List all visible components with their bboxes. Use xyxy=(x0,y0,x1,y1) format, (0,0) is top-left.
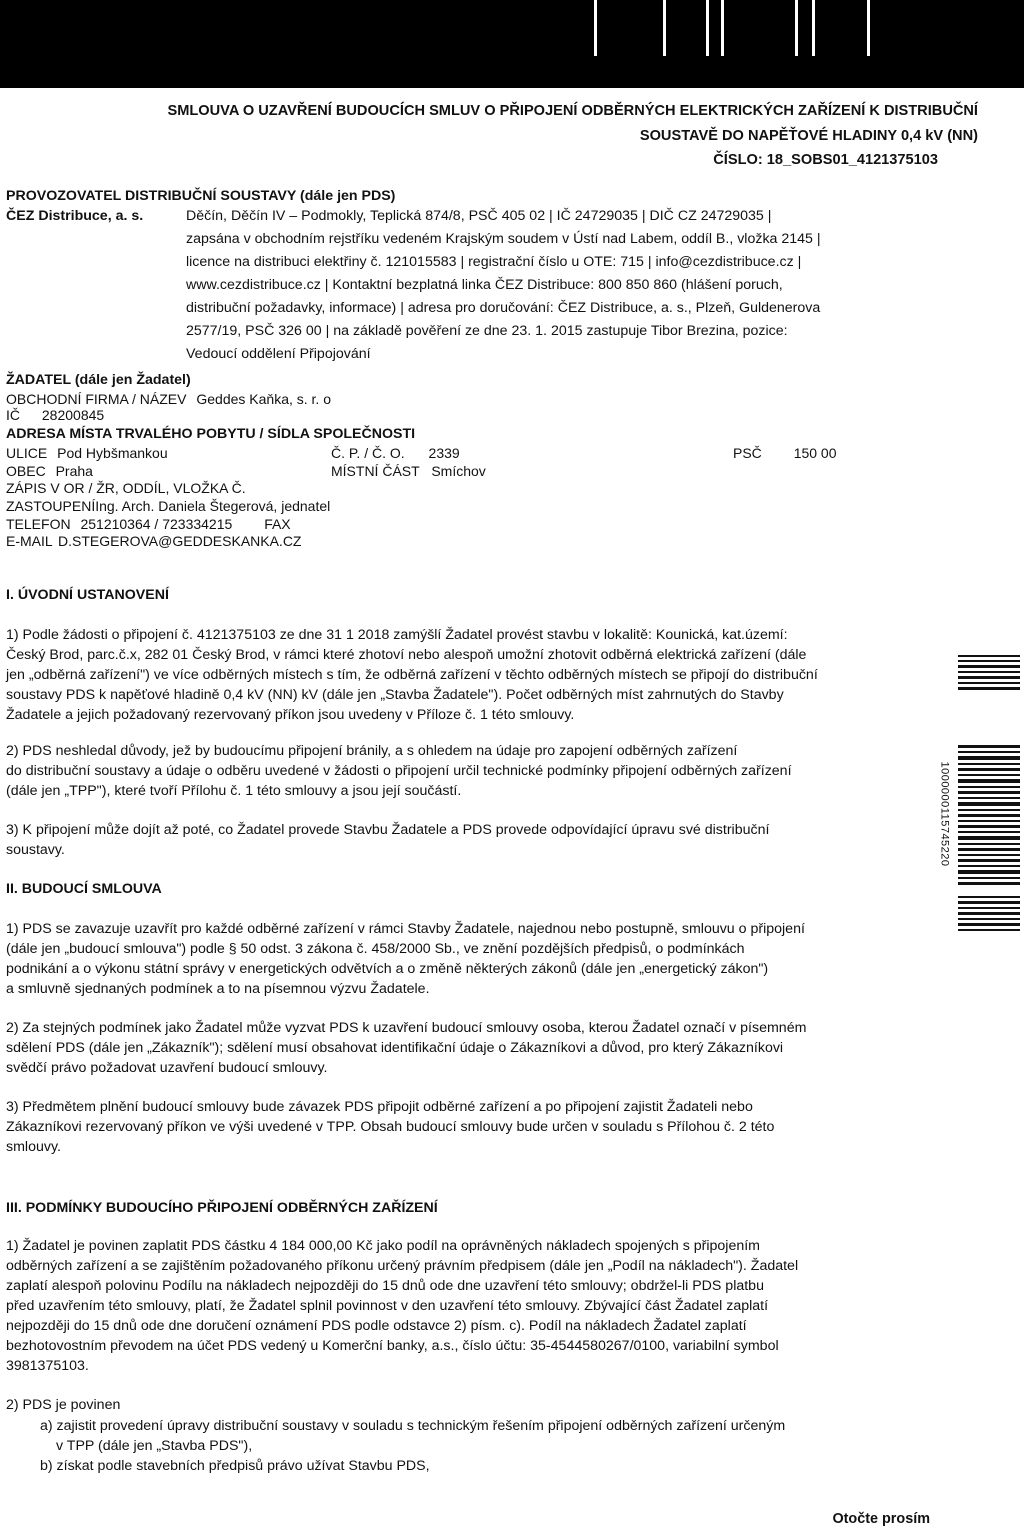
district-value: Smíchov xyxy=(431,463,486,479)
email-value: D.STEGEROVA@GEDDESKANKA.CZ xyxy=(58,533,302,549)
text-line: zaplatí alespoň polovinu Podílu na nákladech nejpozději do 15 dnů ode dne uzavření této smlouvy; obdržel-li PDS platbu xyxy=(6,1278,764,1294)
rep-value: Ing. Arch. Daniela Štegerová, jednatel xyxy=(95,498,331,514)
text-line: a smluvně sjednaných podmínek a to na písemnou výzvu Žadatele. xyxy=(6,981,430,997)
section-3-paragraph-2-intro: 2) PDS je povinen xyxy=(6,1397,121,1413)
street-row xyxy=(6,444,168,463)
title-line-1: SMLOUVA O UZAVŘENÍ BUDOUCÍCH SMLUV O PŘIPOJENÍ ODBĚRNÝCH ELEKTRICKÝCH ZAŘÍZENÍ K DISTRIBUČNÍ xyxy=(167,103,978,119)
text-line: bezhotovostním převodem na účet PDS vedený u Komerční banky, a.s., číslo účtu: 35-4544580267/0100, variabilní symbol xyxy=(6,1338,779,1354)
text-line: podnikání a o výkonu státní správy v energetických odvětvích a o změně některých zákonů (dále jen „energetický zákon") xyxy=(6,961,769,977)
text-line: před uzavřením této smlouvy, platí, že Žadatel splnil povinnost v den uzavření této smlouvy. Zbývající část Žadatel zaplatí xyxy=(6,1298,769,1314)
text-line: Žadatele a jejich požadovaný rezervovaný příkon jsou uvedeny v Příloze č. 1 této smlouvy. xyxy=(6,707,575,723)
text-line: smlouvy. xyxy=(6,1139,61,1155)
section-2-heading: II. BUDOUCÍ SMLOUVA xyxy=(6,881,162,897)
text-line: odběrných zařízení a se zajištěním požadovaného příkonu určený právním předpisem (dále jen „Podíl na nákladech"). Žadatel xyxy=(6,1258,799,1274)
phone-label: TELEFON xyxy=(6,516,71,532)
scan-mark xyxy=(812,0,815,56)
street-label: ULICE xyxy=(6,445,48,461)
operator-name: ČEZ Distribuce, a. s. xyxy=(6,208,144,224)
text-line: Český Brod, parc.č.x, 282 01 Český Brod, v rámci které zhotoví nebo alespoň umožní zhotovit odběrná elektrická zařízení (dále xyxy=(6,647,807,663)
title-line-3: ČÍSLO: 18_SOBS01_4121375103 xyxy=(713,152,938,168)
email-label: E-MAIL xyxy=(6,533,53,549)
operator-line: 2577/19, PSČ 326 00 | na základě pověření ze dne 23. 1. 2015 zastupuje Tibor Brezina, pozice: xyxy=(186,323,788,339)
city-label: OBEC xyxy=(6,463,46,479)
title-line-2: SOUSTAVĚ DO NAPĚŤOVÉ HLADINY 0,4 kV (NN) xyxy=(639,128,978,144)
text-line: (dále jen „budoucí smlouva") podle § 50 odst. 3 zákona č. 458/2000 Sb., ve znění pozdějších předpisů, o podmínkách xyxy=(6,941,745,957)
barcode-number-text: 1000000115745220 xyxy=(938,761,951,867)
text-line: sdělení PDS (dále jen „Zákazník"); sdělení musí obsahovat identifikační údaje o Zákazníkovi a důvod, pro který Zákazníkovi xyxy=(6,1040,784,1056)
text-line: nejpozději do 15 dnů ode dne doručení oznámení PDS podle odstavce 2) písm. c). Podíl na nákladech Žadatel zaplatí xyxy=(6,1318,747,1334)
text-line: a) zajistit provedení úpravy distribuční soustavy v souladu s technickým řešením připojení odběrných zařízení určeným xyxy=(40,1418,786,1434)
psc-row xyxy=(733,444,837,463)
cp-value: 2339 xyxy=(428,445,460,461)
text-line: 1) Žadatel je povinen zaplatit PDS částku 4 184 000,00 Kč jako podíl na oprávněných nákladech spojených s připojením xyxy=(6,1238,760,1254)
applicant-heading: ŽADATEL (dále jen Žadatel) xyxy=(6,372,191,388)
text-line: v TPP (dále jen „Stavba PDS"), xyxy=(56,1438,253,1454)
fax-label: FAX xyxy=(264,516,291,532)
operator-line: Děčín, Děčín IV – Podmokly, Teplická 874/8, PSČ 405 02 | IČ 24729035 | DIČ CZ 24729035 | xyxy=(186,208,772,224)
operator-heading: PROVOZOVATEL DISTRIBUČNÍ SOUSTAVY (dále jen PDS) xyxy=(6,188,396,204)
text-line: soustavy PDS k napěťové hladině 0,4 kV (NN) kV (dále jen „Stavba Žadatele"). Počet odběrných míst zahrnutých do Stavby xyxy=(6,687,784,703)
text-line: jen „odběrná zařízení") ve více odběrných místech s tím, že odběrná zařízení v těchto odběrných místech se připojí do distribuční xyxy=(6,667,818,683)
operator-line: licence na distribuci elektřiny č. 121015583 | registrační číslo u OTE: 715 | info@cezdistribuce.cz | xyxy=(186,254,802,270)
section-3-item-b: b) získat podle stavebních předpisů právo užívat Stavbu PDS, xyxy=(40,1458,430,1474)
top-scan-band xyxy=(0,0,1024,88)
rep-label: ZASTOUPENÍ xyxy=(6,498,96,514)
firm-label: OBCHODNÍ FIRMA / NÁZEV xyxy=(6,391,187,407)
phone-value: 251210364 / 723334215 xyxy=(80,516,233,532)
address-heading: ADRESA MÍSTA TRVALÉHO POBYTU / SÍDLA SPOLEČNOSTI xyxy=(6,426,416,442)
text-line: soustavy. xyxy=(6,842,65,858)
district-row xyxy=(331,462,486,481)
ic-label: IČ xyxy=(6,407,20,423)
psc-label: PSČ xyxy=(733,445,762,461)
psc-value: 150 00 xyxy=(793,445,837,461)
email-row xyxy=(6,532,302,551)
scan-mark xyxy=(594,0,597,56)
city-value: Praha xyxy=(55,463,93,479)
registry-row xyxy=(6,479,246,498)
turn-over-note: Otočte prosím xyxy=(832,1511,930,1527)
rep-row xyxy=(6,497,330,516)
text-line: 1) PDS se zavazuje uzavřít pro každé odběrné zařízení v rámci Stavby Žadatele, najednou nebo postupně, smlouvu o připojení xyxy=(6,921,805,937)
scan-mark xyxy=(706,0,709,56)
text-line: do distribuční soustavy a údaje o odběru uvedené v žádosti o připojení určil technické podmínky připojení odběrných zařízení xyxy=(6,763,792,779)
section-3-heading: III. PODMÍNKY BUDOUCÍHO PŘIPOJENÍ ODBĚRNÝCH ZAŘÍZENÍ xyxy=(6,1200,438,1216)
registry-label: ZÁPIS V OR / ŽR, ODDÍL, VLOŽKA Č. xyxy=(6,480,246,496)
text-line: 1) Podle žádosti o připojení č. 4121375103 ze dne 31 1 2018 zamýšlí Žadatel provést stavbu v lokalitě: Kounická, kat.území: xyxy=(6,627,788,643)
cp-row xyxy=(331,444,460,463)
text-line: 2) PDS neshledal důvody, jež by budoucímu připojení bránily, a s ohledem na údaje pro zapojení odběrných zařízení xyxy=(6,743,738,759)
scan-mark xyxy=(867,0,870,56)
firm-value: Geddes Kaňka, s. r. o xyxy=(196,391,331,407)
ic-row xyxy=(6,406,104,425)
operator-line: distribuční požadavky, informace) | adresa pro doručování: ČEZ Distribuce, a. s., Plzeň, Guldenerova xyxy=(186,300,821,316)
text-line: 3) Předmětem plnění budoucí smlouvy bude závazek PDS připojit odběrné zařízení a po připojení zajistit Žadateli nebo xyxy=(6,1099,753,1115)
text-line: 2) Za stejných podmínek jako Žadatel může vyzvat PDS k uzavření budoucí smlouvy osoba, kterou Žadatel označí v písemném xyxy=(6,1020,807,1036)
text-line: 3981375103. xyxy=(6,1358,89,1374)
operator-line: www.cezdistribuce.cz | Kontaktní bezplatná linka ČEZ Distribuce: 800 850 860 (hlášení poruch, xyxy=(186,277,783,293)
cp-label: Č. P. / Č. O. xyxy=(331,445,405,461)
barcode-number xyxy=(938,750,964,880)
text-line: (dále jen „TPP"), které tvoří Přílohu č. 1 této smlouvy a jsou její součástí. xyxy=(6,783,462,799)
text-line: svědčí právo požadovat uzavření budoucí smlouvy. xyxy=(6,1060,328,1076)
street-value: Pod Hybšmankou xyxy=(57,445,168,461)
scan-mark xyxy=(795,0,798,56)
text-line: 3) K připojení může dojít až poté, co Žadatel provede Stavbu Žadatele a PDS provede odpovídající úpravu své distribuční xyxy=(6,822,770,838)
scan-mark xyxy=(721,0,724,56)
scan-mark xyxy=(663,0,666,56)
operator-line: zapsána v obchodním rejstříku vedeném Krajským soudem v Ústí nad Labem, oddíl B., vložka 2145 | xyxy=(186,231,821,247)
ic-value: 28200845 xyxy=(41,407,105,423)
district-label: MÍSTNÍ ČÁST xyxy=(331,463,420,479)
text-line: Zákazníkovi rezervovaný příkon ve výši uvedené v TPP. Obsah budoucí smlouvy bude určen v souladu s Přílohou č. 2 této xyxy=(6,1119,775,1135)
operator-line: Vedoucí oddělení Připojování xyxy=(186,346,371,362)
section-1-heading: I. ÚVODNÍ USTANOVENÍ xyxy=(6,587,169,603)
